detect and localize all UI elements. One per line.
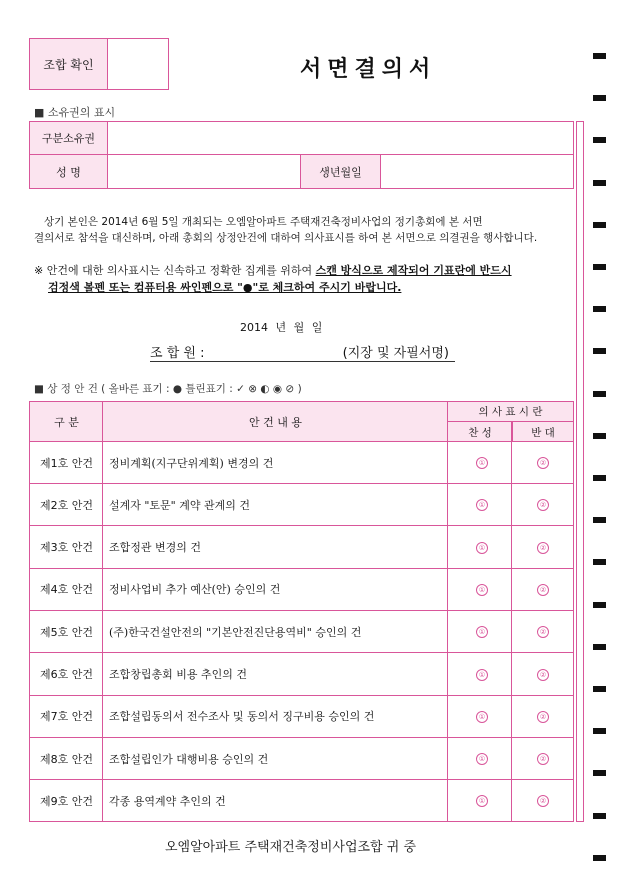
name-label: 성 명 <box>30 155 108 188</box>
agenda-number: 제2호 안건 <box>40 498 93 512</box>
header-yes: 찬 성 <box>468 426 492 439</box>
notice-line-1-bold: 스캔 방식으로 제작되어 기표란에 반드시 <box>315 264 512 277</box>
vote-yes-circle[interactable]: ① <box>476 753 488 765</box>
notice-line-1-plain: ※ 안건에 대한 의사표시는 신속하고 정확한 집계를 위하여 <box>34 264 316 277</box>
agenda-title: (주)한국건설안전의 "기본안전진단용역비" 승인의 건 <box>109 625 362 639</box>
agenda-title: 각종 용역계약 추인의 건 <box>109 795 226 809</box>
scan-timing-mark <box>593 475 606 481</box>
agenda-table <box>29 401 574 822</box>
vote-no-circle[interactable]: ② <box>537 795 549 807</box>
name-field[interactable] <box>108 155 301 188</box>
agenda-row <box>30 442 573 484</box>
agenda-section-label: ■ 상 정 안 건 ( 올바른 표기 : ● 틀린표기 : ✓ ⊗ ◐ ◉ ⊘ ) <box>34 383 302 395</box>
scan-timing-mark <box>593 855 606 861</box>
vote-no-circle[interactable]: ② <box>537 626 549 638</box>
notice-line-2 <box>48 279 401 297</box>
scan-timing-mark <box>593 53 606 59</box>
birth-label: 생년월일 <box>301 155 381 188</box>
agenda-row <box>30 527 573 569</box>
header-division: 구 분 <box>54 416 79 429</box>
vote-yes-circle[interactable]: ① <box>476 669 488 681</box>
agenda-title: 정비사업비 추가 예산(안) 승인의 건 <box>109 583 281 597</box>
intro-line-1: 상기 본인은 2014년 6월 5일 개최되는 오엠알아파트 주택재건축정비사업의 정기총회에 본 서면 <box>44 216 483 228</box>
scan-timing-mark <box>593 137 606 143</box>
agenda-title: 정비계획(지구단위계획) 변경의 건 <box>109 456 274 470</box>
agenda-number: 제5호 안건 <box>40 625 93 639</box>
agenda-number: 제8호 안건 <box>40 752 93 766</box>
vote-yes-circle[interactable]: ① <box>476 626 488 638</box>
vote-yes-circle[interactable]: ① <box>476 457 488 469</box>
ownership-section-label: ■ 소유권의 표시 <box>34 106 116 119</box>
vote-no-circle[interactable]: ② <box>537 584 549 596</box>
agenda-number: 제4호 안건 <box>40 583 93 597</box>
union-confirm-label: 조합 확인 <box>30 39 108 89</box>
vote-no-circle[interactable]: ② <box>537 542 549 554</box>
union-confirm-box <box>29 38 169 90</box>
scan-timing-mark <box>593 602 606 608</box>
date-line: 2014 년 월 일 <box>240 321 323 334</box>
vote-yes-circle[interactable]: ① <box>476 795 488 807</box>
scan-timing-mark <box>593 813 606 819</box>
document-title: 서면결의서 <box>300 57 437 82</box>
agenda-row <box>30 654 573 696</box>
agenda-number: 제1호 안건 <box>40 456 93 470</box>
scan-timing-mark <box>593 391 606 397</box>
scan-timing-mark <box>593 644 606 650</box>
agenda-number: 제7호 안건 <box>40 710 93 724</box>
union-confirm-stamp-area[interactable] <box>108 39 168 89</box>
member-signature-suffix: (지장 및 자필서명) <box>342 346 449 361</box>
scan-timing-mark <box>593 517 606 523</box>
scan-timing-mark <box>593 770 606 776</box>
notice-line-2-bold: 검정색 볼펜 또는 컴퓨터용 싸인펜으로 "●"로 체크하여 주시기 바랍니다. <box>48 281 402 294</box>
vote-yes-circle[interactable]: ① <box>476 711 488 723</box>
scan-timing-mark <box>593 686 606 692</box>
vote-no-circle[interactable]: ② <box>537 711 549 723</box>
agenda-title: 조합정관 변경의 건 <box>109 541 202 555</box>
member-signature-line[interactable] <box>150 342 455 362</box>
scan-timing-mark <box>593 306 606 312</box>
birth-field[interactable] <box>381 155 573 188</box>
intro-line-2: 결의서로 참석을 대신하며, 아래 총회의 상정안건에 대하여 의사표시를 하여 본 서면으로 의결권을 행사합니다. <box>34 232 538 244</box>
scan-timing-mark <box>593 728 606 734</box>
vote-no-circle[interactable]: ② <box>537 499 549 511</box>
agenda-number: 제3호 안건 <box>40 541 93 555</box>
scan-timing-mark <box>593 222 606 228</box>
footer-addressee: 오엠알아파트 주택재건축정비사업조합 귀 중 <box>165 840 416 855</box>
agenda-number: 제9호 안건 <box>40 795 93 809</box>
header-vote: 의 사 표 시 란 <box>448 402 573 422</box>
vote-yes-circle[interactable]: ① <box>476 542 488 554</box>
agenda-title: 설계자 "토문" 계약 관계의 건 <box>109 498 250 512</box>
agenda-title: 조합창립총회 비용 추인의 건 <box>109 668 248 681</box>
vote-no-circle[interactable]: ② <box>537 457 549 469</box>
agenda-title: 조합설립동의서 전수조사 및 동의서 징구비용 승인의 건 <box>109 710 375 724</box>
scan-timing-mark <box>593 559 606 565</box>
agenda-header <box>30 402 573 442</box>
scan-timing-mark <box>593 264 606 270</box>
ownership-table <box>29 121 574 189</box>
header-no: 반 대 <box>512 422 573 442</box>
agenda-row <box>30 611 573 653</box>
agenda-row <box>30 780 573 822</box>
agenda-row <box>30 484 573 526</box>
member-label: 조 합 원 : <box>150 346 205 361</box>
scan-timing-mark <box>593 180 606 186</box>
agenda-row <box>30 569 573 611</box>
agenda-row <box>30 738 573 780</box>
vote-yes-circle[interactable]: ① <box>476 584 488 596</box>
vote-no-circle[interactable]: ② <box>537 669 549 681</box>
owner-type-field[interactable] <box>108 122 573 154</box>
vote-no-circle[interactable]: ② <box>537 753 549 765</box>
scan-timing-mark <box>593 348 606 354</box>
vote-yes-circle[interactable]: ① <box>476 499 488 511</box>
agenda-row <box>30 696 573 738</box>
header-content: 안 건 내 용 <box>249 416 302 429</box>
agenda-number: 제6호 안건 <box>40 668 93 681</box>
owner-type-label: 구분소유권 <box>30 122 108 154</box>
scan-timing-mark <box>593 433 606 439</box>
notice-line-1 <box>34 262 512 280</box>
agenda-title: 조합설립인가 대행비용 승인의 건 <box>109 752 269 766</box>
scan-timing-mark <box>593 95 606 101</box>
right-scan-strip <box>576 121 584 822</box>
